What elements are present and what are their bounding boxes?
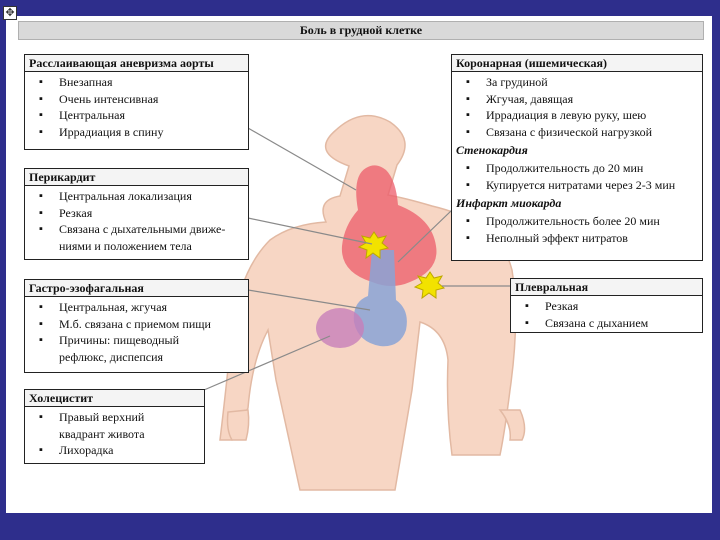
list-item-continuation: квадрант живота bbox=[59, 426, 145, 441]
gastro-header: Гастро-эзофагальная bbox=[25, 280, 248, 297]
list-item: ▪ Связана с дыхательными движе- bbox=[59, 221, 244, 238]
pericarditis-header: Перикардит bbox=[25, 169, 248, 186]
coronary-header: Коронарная (ишемическая) bbox=[452, 55, 702, 72]
list-item: ▪ Очень интенсивная bbox=[59, 91, 244, 108]
list-item: ▪ Связана с дыханием bbox=[545, 315, 698, 332]
pericarditis-box bbox=[24, 168, 249, 260]
cholecystitis-box bbox=[24, 389, 205, 464]
pleural-header: Плевральная bbox=[511, 279, 702, 296]
list-item: ▪ Причины: пищеводный bbox=[59, 332, 244, 349]
list-item: ▪ Правый верхний bbox=[59, 409, 200, 426]
list-item: ▪ Продолжительность более 20 мин bbox=[486, 213, 698, 230]
list-item: ▪ Продолжительность до 20 мин bbox=[486, 160, 698, 177]
list-item: ▪ Купируется нитратами через 2-3 мин bbox=[486, 177, 698, 194]
list-item: ▪ М.б. связана с приемом пищи bbox=[59, 316, 244, 333]
list-item-continuation: рефлюкс, диспепсия bbox=[59, 349, 164, 364]
mi-label: Инфаркт миокарда bbox=[456, 196, 562, 210]
list-item: ▪ Центральная bbox=[59, 107, 244, 124]
list-item: ▪ За грудиной bbox=[486, 74, 698, 91]
list-item: ▪ Центральная локализация bbox=[59, 188, 244, 205]
list-item: ▪ Жгучая, давящая bbox=[486, 91, 698, 108]
list-item: ▪ Иррадиация в левую руку, шею bbox=[486, 107, 698, 124]
list-item: ▪ Лихорадка bbox=[59, 442, 200, 459]
page-title: Боль в грудной клетке bbox=[18, 21, 704, 40]
list-item: ▪ Связана с физической нагрузкой bbox=[486, 124, 698, 141]
move-handle-icon[interactable]: ✥ bbox=[3, 6, 17, 20]
coronary-box bbox=[451, 54, 703, 261]
aortic-dissection-box bbox=[24, 54, 249, 150]
list-item-continuation: ниями и положением тела bbox=[59, 238, 192, 253]
list-item: ▪ Резкая bbox=[59, 205, 244, 222]
pleural-box bbox=[510, 278, 703, 333]
list-item: ▪ Иррадиация в спину bbox=[59, 124, 244, 141]
list-item: ▪ Неполный эффект нитратов bbox=[486, 230, 698, 247]
list-item: ▪ Центральная, жгучая bbox=[59, 299, 244, 316]
cholecystitis-header: Холецистит bbox=[25, 390, 204, 407]
upper-arm-left bbox=[228, 410, 249, 440]
aortic-dissection-header: Расслаивающая аневризма аорты bbox=[25, 55, 248, 72]
list-item: ▪ Внезапная bbox=[59, 74, 244, 91]
gallbladder-purple-zone bbox=[316, 308, 364, 348]
gastro-box bbox=[24, 279, 249, 373]
angina-label: Стенокардия bbox=[456, 143, 528, 157]
list-item: ▪ Резкая bbox=[545, 298, 698, 315]
